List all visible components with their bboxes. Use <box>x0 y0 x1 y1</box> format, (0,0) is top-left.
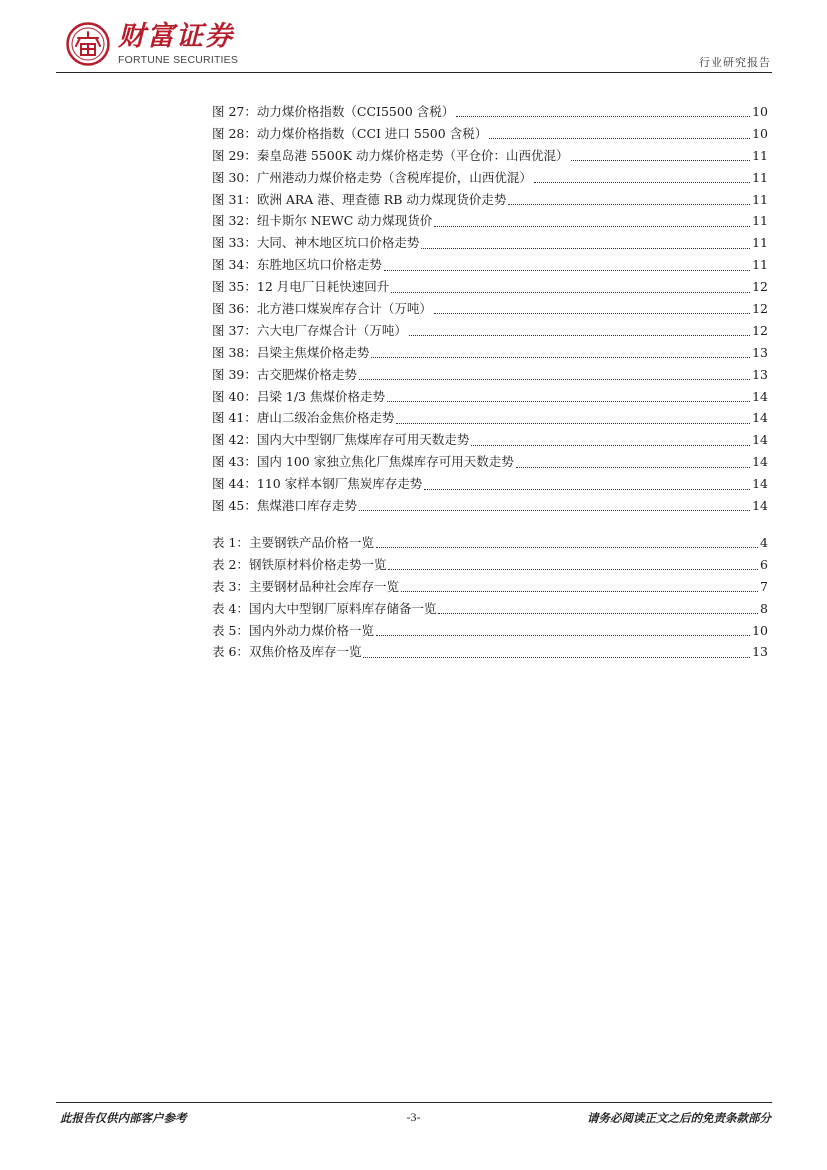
entry-label: 图 35： <box>212 279 257 295</box>
entry-label: 图 44： <box>212 476 257 492</box>
dot-leader <box>359 510 750 511</box>
entry-page-number: 13 <box>752 366 768 382</box>
entry-title: 六大电厂存煤合计（万吨） <box>256 322 407 338</box>
entry-page-number: 10 <box>752 125 768 141</box>
brand-name-en: FORTUNE SECURITIES <box>118 54 239 66</box>
entry-page-number: 11 <box>752 213 768 229</box>
dot-leader <box>456 116 750 117</box>
dot-leader <box>401 591 758 592</box>
entry-page-number: 10 <box>752 622 768 638</box>
entry-page-number: 12 <box>752 301 768 317</box>
entry-title: 主要钢材品种社会库存一览 <box>248 578 399 594</box>
entry-label: 图 41： <box>212 410 257 426</box>
dot-leader <box>363 657 750 658</box>
entry-title: 主要钢铁产品价格一览 <box>248 535 374 550</box>
entry-page-number: 12 <box>752 322 768 338</box>
entry-title: 唐山二级冶金焦价格走势 <box>256 410 395 426</box>
entry-page-number: 14 <box>752 388 768 404</box>
entry-title: 110 家样本钢厂焦炭库存走势 <box>256 476 423 492</box>
dot-leader <box>359 379 750 380</box>
entry-page-number: 12 <box>752 279 768 295</box>
figure-toc-entry[interactable] <box>212 123 768 145</box>
dot-leader <box>409 335 750 336</box>
dot-leader <box>387 401 750 402</box>
entry-label: 表 6： <box>212 644 249 660</box>
table-toc-entry[interactable] <box>212 641 768 663</box>
footer-disclaimer: 此报告仅供内部客户参考 <box>60 1111 187 1125</box>
entry-page-number: 11 <box>752 235 768 251</box>
entry-label: 表 1： <box>212 535 249 550</box>
dot-leader <box>371 357 750 358</box>
entry-page-number: 14 <box>752 498 768 514</box>
table-toc-entry[interactable] <box>212 576 768 598</box>
entry-title: 双焦价格及库存一览 <box>248 644 362 660</box>
figure-toc-entry[interactable] <box>212 451 768 473</box>
figure-toc-entry[interactable] <box>212 407 768 429</box>
entry-title: 国内大中型钢厂原料库存储备一览 <box>248 600 437 616</box>
dot-leader <box>384 270 750 271</box>
figure-toc-entry[interactable] <box>212 495 768 517</box>
entry-title: 古交肥煤价格走势 <box>256 366 357 382</box>
fortune-logo-icon <box>66 22 110 66</box>
entry-label: 图 33： <box>212 235 257 251</box>
entry-label: 图 30： <box>212 169 257 185</box>
footer-divider <box>56 1102 772 1103</box>
entry-label: 图 28： <box>212 125 257 141</box>
entry-label: 图 31： <box>212 191 257 207</box>
figure-toc-entry[interactable] <box>212 429 768 451</box>
dot-leader <box>434 313 750 314</box>
figure-toc-entry[interactable] <box>212 101 768 123</box>
entry-page-number: 13 <box>752 644 768 660</box>
table-toc-entry[interactable] <box>212 598 768 620</box>
entry-title: 吕梁主焦煤价格走势 <box>256 344 370 360</box>
table-toc-entry[interactable] <box>212 620 768 642</box>
entry-page-number: 7 <box>760 578 768 594</box>
dot-leader <box>396 423 750 424</box>
entry-title: 12 月电厂日耗快速回升 <box>256 279 390 295</box>
entry-page-number: 8 <box>760 600 768 616</box>
figure-toc-entry[interactable] <box>212 342 768 364</box>
brand-name-cn: 财富证券 <box>118 21 234 52</box>
entry-page-number: 13 <box>752 344 768 360</box>
page-header <box>0 0 827 80</box>
entry-label: 图 36： <box>212 301 257 317</box>
entry-label: 图 27： <box>212 104 257 119</box>
footer-notice: 请务必阅读正文之后的免责条款部分 <box>587 1111 771 1125</box>
entry-page-number: 14 <box>752 432 768 448</box>
entry-label: 表 3： <box>212 578 249 594</box>
entry-label: 表 5： <box>212 622 249 638</box>
entry-label: 图 32： <box>212 213 257 229</box>
entry-label: 图 34： <box>212 257 257 273</box>
entry-title: 大同、神木地区坑口价格走势 <box>256 235 420 251</box>
entry-title: 国内外动力煤价格一览 <box>248 622 374 638</box>
entry-title: 北方港口煤炭库存合计（万吨） <box>256 301 432 317</box>
dot-leader <box>489 138 750 139</box>
dot-leader <box>438 613 758 614</box>
table-toc-entry[interactable] <box>212 554 768 576</box>
entry-label: 图 40： <box>212 388 257 404</box>
entry-title: 欧洲 ARA 港、理查德 RB 动力煤现货价走势 <box>256 191 507 207</box>
dot-leader <box>424 489 750 490</box>
entry-label: 图 42： <box>212 432 257 448</box>
entry-title: 动力煤价格指数（CCI 进口 5500 含税） <box>256 125 488 141</box>
entry-title: 东胜地区坑口价格走势 <box>256 257 382 273</box>
entry-page-number: 10 <box>752 104 768 119</box>
figure-toc-entry[interactable] <box>212 210 768 232</box>
entry-title: 纽卡斯尔 NEWC 动力煤现货价 <box>256 213 433 229</box>
entry-title: 秦皇岛港 5500K 动力煤价格走势（平仓价：山西优混） <box>256 147 569 163</box>
dot-leader <box>421 248 750 249</box>
dot-leader <box>508 204 750 205</box>
entry-label: 图 37： <box>212 322 257 338</box>
figure-toc-entry[interactable] <box>212 254 768 276</box>
figure-toc-entry[interactable] <box>212 298 768 320</box>
figure-toc-entry[interactable] <box>212 386 768 408</box>
report-type: 行业研究报告 <box>699 56 771 69</box>
table-list <box>212 532 768 663</box>
entry-page-number: 4 <box>760 535 768 550</box>
figure-toc-entry[interactable] <box>212 276 768 298</box>
figure-toc-entry[interactable] <box>212 189 768 211</box>
entry-title: 广州港动力煤价格走势（含税库提价，山西优混） <box>256 169 532 185</box>
dot-leader <box>571 160 751 161</box>
entry-page-number: 11 <box>752 147 768 163</box>
figure-toc-entry[interactable] <box>212 145 768 167</box>
figure-toc-entry[interactable] <box>212 320 768 342</box>
page-number: -3- <box>406 1110 421 1124</box>
entry-title: 钢铁原材料价格走势一览 <box>248 556 387 572</box>
entry-title: 焦煤港口库存走势 <box>256 498 357 514</box>
entry-label: 图 45： <box>212 498 257 514</box>
dot-leader <box>516 467 750 468</box>
entry-page-number: 14 <box>752 454 768 470</box>
dot-leader <box>434 226 750 227</box>
table-toc-entry[interactable] <box>212 532 768 554</box>
figure-toc-entry[interactable] <box>212 473 768 495</box>
entry-title: 国内大中型钢厂焦煤库存可用天数走势 <box>256 432 470 448</box>
figure-toc-entry[interactable] <box>212 364 768 386</box>
entry-title: 动力煤价格指数（CCI5500 含税） <box>256 104 455 119</box>
entry-page-number: 11 <box>752 257 768 273</box>
entry-title: 吕梁 1/3 焦煤价格走势 <box>256 388 385 404</box>
entry-label: 图 38： <box>212 344 257 360</box>
entry-page-number: 11 <box>752 191 768 207</box>
dot-leader <box>376 635 750 636</box>
entry-page-number: 11 <box>752 169 768 185</box>
entry-label: 表 4： <box>212 600 249 616</box>
dot-leader <box>471 445 750 446</box>
figure-toc-entry[interactable] <box>212 232 768 254</box>
entry-page-number: 14 <box>752 410 768 426</box>
entry-label: 图 43： <box>212 454 257 470</box>
dot-leader <box>391 292 750 293</box>
entry-label: 表 2： <box>212 556 249 572</box>
dot-leader <box>376 547 758 548</box>
entry-label: 图 29： <box>212 147 257 163</box>
dot-leader <box>534 182 750 183</box>
entry-page-number: 14 <box>752 476 768 492</box>
entry-title: 国内 100 家独立焦化厂焦煤库存可用天数走势 <box>256 454 514 470</box>
entry-label: 图 39： <box>212 366 257 382</box>
header-divider <box>56 72 772 73</box>
figure-list <box>212 101 768 517</box>
entry-page-number: 6 <box>760 556 768 572</box>
figure-toc-entry[interactable] <box>212 167 768 189</box>
dot-leader <box>388 569 758 570</box>
